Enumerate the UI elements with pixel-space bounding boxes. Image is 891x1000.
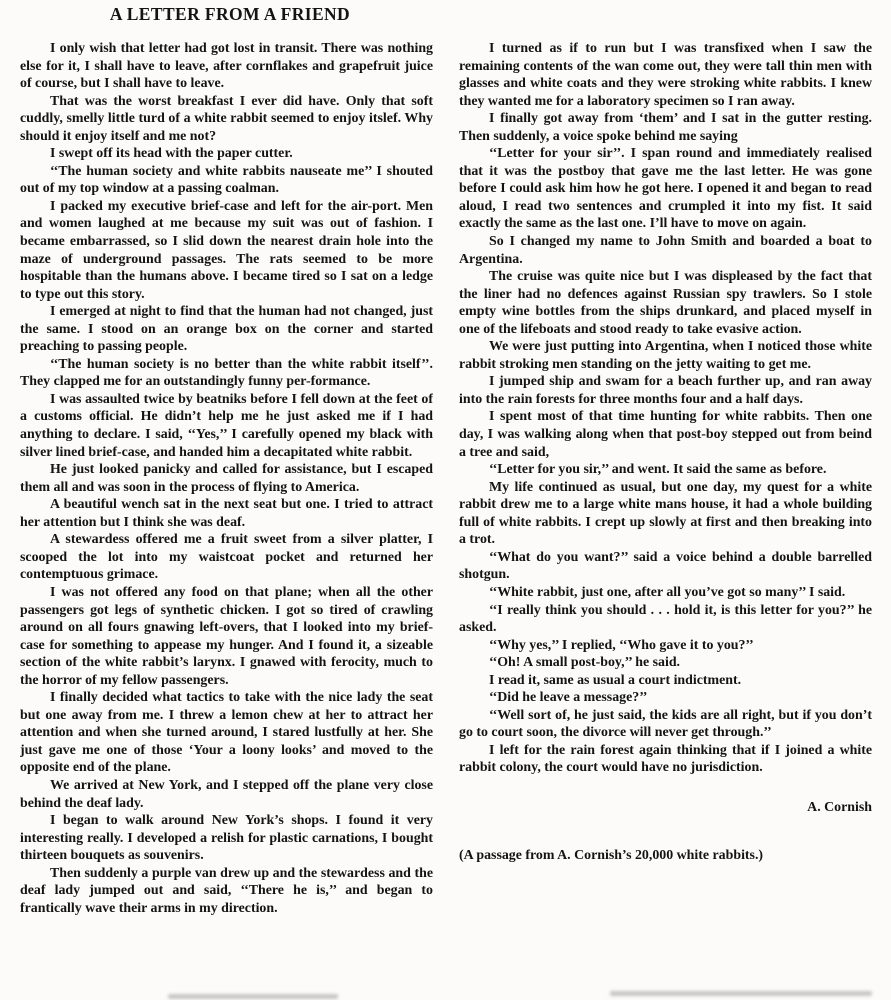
paragraph: A stewardess offered me a fruit sweet from a silver platter, I scooped the lot into my waistcoat pocket and returned her contemptuous grimace. bbox=[20, 532, 433, 583]
paragraph: My life continued as usual, but one day, my quest for a white rabbit drew me to a large white mans house, it had a whole building full of white rabbits. I crept up slowly at first and then breaking into a trot. bbox=[459, 479, 872, 548]
paragraph: ‘‘I really think you should . . . hold it, is this letter for you?’’ he asked. bbox=[459, 602, 872, 636]
paragraph: We arrived at New York, and I stepped off the plane very close behind the deaf lady. bbox=[20, 777, 433, 811]
page-title: A LETTER FROM A FRIEND bbox=[109, 4, 351, 24]
paragraph: ‘‘Oh! A small post-boy,’’ he said. bbox=[489, 655, 681, 671]
paragraph: ‘‘The human society and white rabbits nauseate me’’ I shouted out of my top window at a passing coalman. bbox=[20, 163, 433, 197]
right-text-column bbox=[459, 40, 872, 998]
paragraph: ‘‘Did he leave a message?’’ bbox=[489, 690, 648, 706]
paragraph: The cruise was quite nice but I was displeased by the fact that the liner had no defences against Russian spy trawlers. So I stole empty wine bottles from the ships drunkard, and placed myself in one of the lifeboats and stood ready to take evasive action. bbox=[459, 269, 872, 337]
left-text-column bbox=[20, 40, 433, 998]
source-footnote: (A passage from A. Cornish’s 20,000 white rabbits.) bbox=[459, 847, 764, 863]
paragraph: Then suddenly a purple van drew up and the stewardess and the deaf lady jumped out and said, ‘‘There he is,’’ and began to frantically wave their arms in my direction. bbox=[20, 865, 433, 916]
paragraph: I jumped ship and swam for a beach further up, and ran away into the rain forests for three months four and a half days. bbox=[459, 374, 872, 407]
paragraph: ‘‘Well sort of, he just said, the kids are all right, but if you don’t go to court soon, the divorce will never get through.’’ bbox=[459, 707, 872, 741]
paragraph: I only wish that letter had got lost in transit. There was nothing else for it, I shall have to leave, after cornflakes and grapefruit juice of course, but I shall have to leave. bbox=[20, 41, 433, 92]
paragraph: We were just putting into Argentina, when I noticed those white rabbit stroking men standing on the jetty waiting to get me. bbox=[459, 339, 872, 372]
cutoff-print-artifact-right bbox=[610, 991, 872, 996]
paragraph: I packed my executive brief-case and left for the air-port. Men and women laughed at me because my suit was out of fashion. I became embarrassed, so I slid down the nearest drain hole into the maze of underground passages. The rats seemed to be more hospitable than the humans above. I became tired so I sat on a ledge to type out this story. bbox=[20, 198, 433, 302]
paragraph: I finally decided what tactics to take with the nice lady the seat but one away from me. I threw a lemon chew at her to attract her attention and when she turned around, I stared lustfully at her. She just gave me one of those ‘Your a loony looks’ and moved to the opposite end of the plane. bbox=[20, 690, 433, 776]
paragraph: I read it, same as usual a court indictment. bbox=[489, 672, 742, 688]
paragraph: I turned as if to run but I was transfixed when I saw the remaining contents of the wan come out, they were tall thin men with glasses and white coats and they were stroking white rabbits. I knew they wanted me for a laboratory specimen so I ran away. bbox=[459, 41, 872, 109]
paragraph: ‘‘White rabbit, just one, after all you’ve got so many’’ I said. bbox=[489, 584, 846, 600]
paragraph: I began to walk around New York’s shops. I found it very interesting really. I developed a relish for plastic carnations, I bought thirteen bouquets as souvenirs. bbox=[20, 813, 433, 864]
paragraph: A beautiful wench sat in the next seat but one. I tried to attract her attention but I think she was deaf. bbox=[20, 497, 433, 530]
paragraph: ‘‘What do you want?’’ said a voice behind a double barrelled shotgun. bbox=[459, 549, 872, 583]
paragraph: ‘‘Letter for your sir’’. I span round and immediately realised that it was the postboy that gave me the last letter. He was gone before I could ask him how he got here. I opened it and began to read aloud, I read two sentences and crumpled it into my fist. It said exactly the same as the last one. I’ll have to move on again. bbox=[459, 146, 872, 232]
paragraph: I finally got away from ‘them’ and I sat in the gutter resting. Then suddenly, a voice spoke behind me saying bbox=[459, 111, 872, 144]
paragraph: He just looked panicky and called for assistance, but I escaped them all and was soon in the process of flying to America. bbox=[20, 462, 433, 495]
paragraph: I spent most of that time hunting for white rabbits. Then one day, I was walking along when that post-boy stepped out from beind a tree and said, bbox=[459, 409, 872, 460]
paragraph: ‘‘The human society is no better than the white rabbit itself’’. They clapped me for an outstandingly funny per-formance. bbox=[20, 356, 433, 390]
paragraph: I left for the rain forest again thinking that if I joined a white rabbit colony, the court would have no jurisdiction. bbox=[459, 742, 872, 776]
author-signature: A. Cornish bbox=[807, 799, 872, 815]
paragraph: I swept off its head with the paper cutter. bbox=[50, 146, 293, 162]
paragraph: ‘‘Why yes,’’ I replied, ‘‘Who gave it to you?’’ bbox=[489, 637, 754, 653]
paragraph: I was not offered any food on that plane; when all the other passengers got legs of synthetic chicken. I got so tired of crawling around on all fours gnawing left-overs, that I looked into my brief-case for something to appease my hunger. And I found it, a sizeable section of the white rabbit’s larynx. I gnawed with ferocity, much to the horror of my fellow passengers. bbox=[20, 584, 433, 688]
cutoff-print-artifact-left bbox=[168, 994, 338, 999]
paragraph: ‘‘Letter for you sir,’’ and went. It said the same as before. bbox=[489, 462, 827, 478]
paragraph: I emerged at night to find that the human had not changed, just the same. I stood on an orange box on the corner and started preaching to passing people. bbox=[20, 304, 433, 355]
paragraph: I was assaulted twice by beatniks before I fell down at the feet of a customs official. He didn’t help me he just asked me if I had anything to declare. I said, ‘‘Yes,’’ I carefully opened my black with silver lined brief-case, and handed him a decapitated white rabbit. bbox=[20, 391, 433, 460]
paragraph: So I changed my name to John Smith and boarded a boat to Argentina. bbox=[459, 234, 872, 267]
paragraph: That was the worst breakfast I ever did have. Only that soft cuddly, smelly little turd of a white rabbit seemed to enjoy itslef. Why should it enjoy itself and me not? bbox=[20, 93, 433, 144]
